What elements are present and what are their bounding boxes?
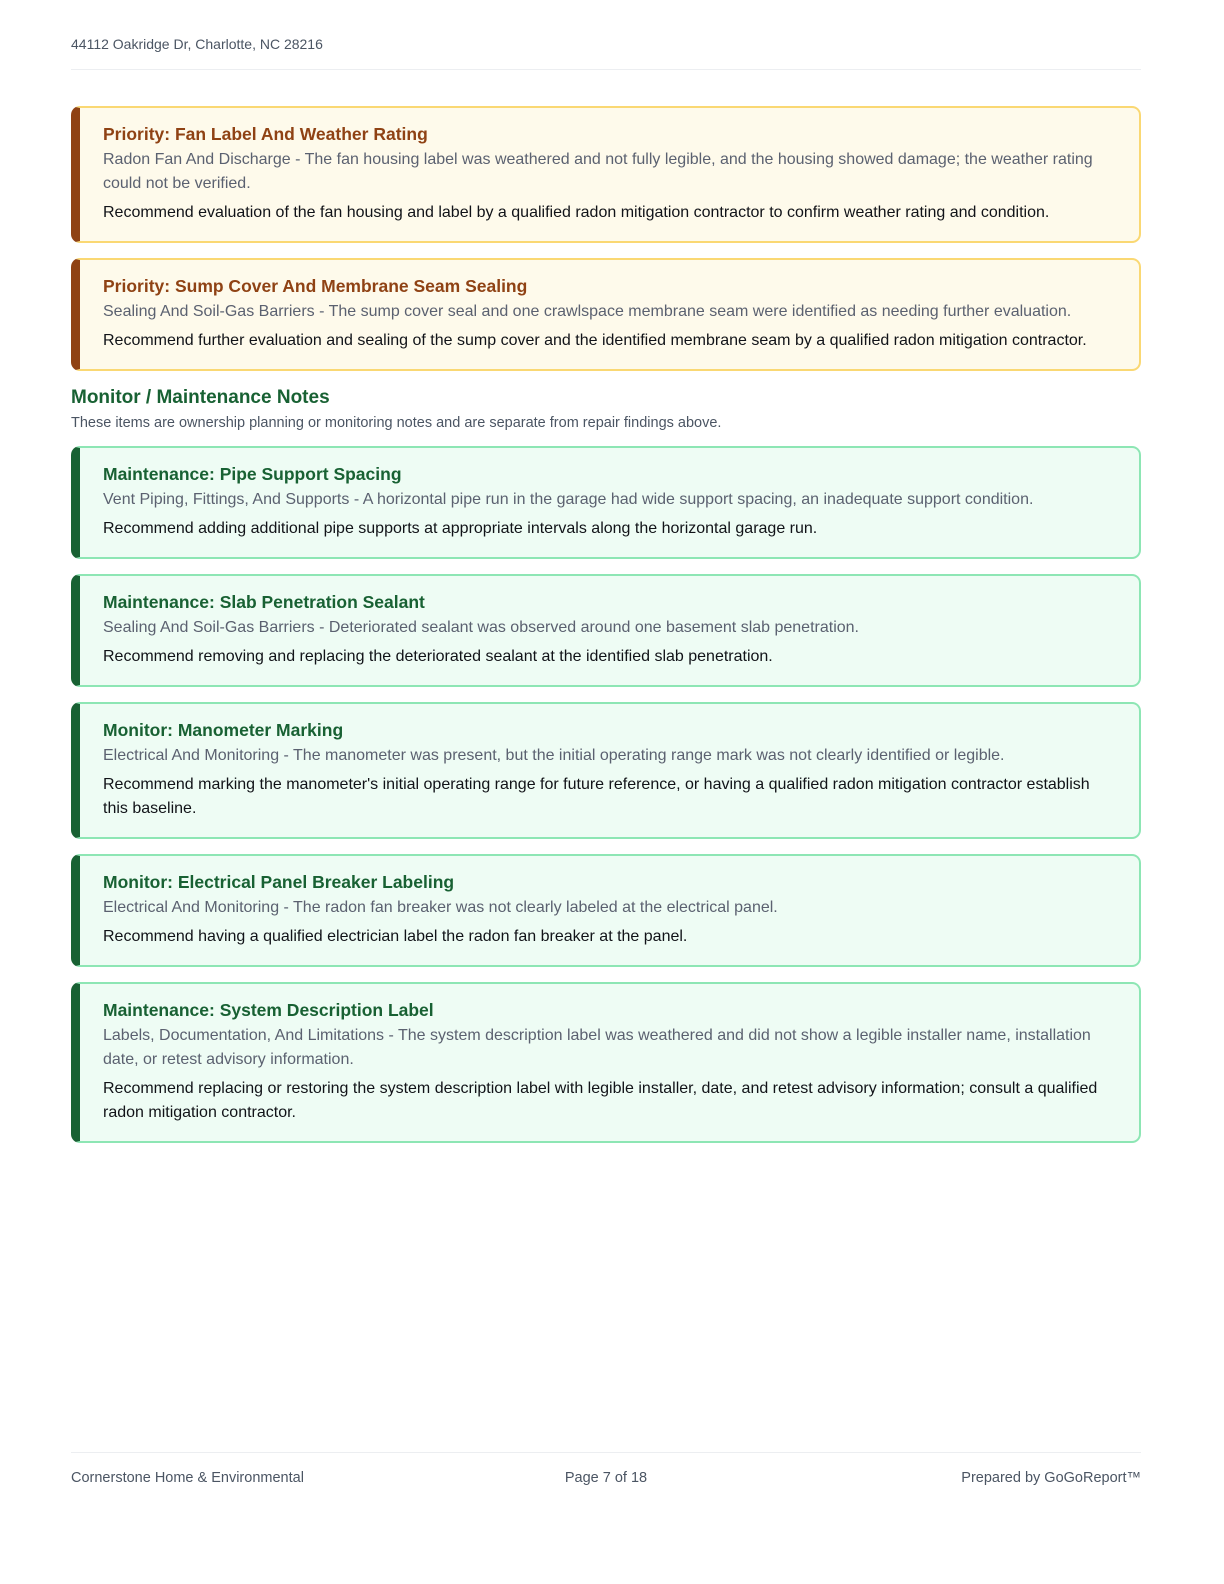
note-description: Electrical And Monitoring - The radon fan breaker was not clearly labeled at the electrical panel. xyxy=(103,899,778,916)
finding-description: Radon Fan And Discharge - The fan housing label was weathered and not fully legible, and the housing showed damage; the weather rating could not be verified. xyxy=(103,151,1093,192)
note-recommendation: Recommend removing and replacing the deteriorated sealant at the identified slab penetration. xyxy=(103,648,773,665)
note-recommendation: Recommend having a qualified electrician label the radon fan breaker at the panel. xyxy=(103,928,688,945)
finding-description: Sealing And Soil-Gas Barriers - The sump cover seal and one crawlspace membrane seam were identified as needing further evaluation. xyxy=(103,303,1072,320)
note-description: Sealing And Soil-Gas Barriers - Deteriorated sealant was observed around one basement slab penetration. xyxy=(103,619,859,636)
maintenance-note-card xyxy=(71,982,1141,1143)
maintenance-note-card xyxy=(71,854,1141,967)
note-title: Maintenance: Pipe Support Spacing xyxy=(103,464,402,484)
maintenance-note-card xyxy=(71,446,1141,559)
note-title: Monitor: Electrical Panel Breaker Labeling xyxy=(103,872,455,892)
finding-recommendation: Recommend further evaluation and sealing of the sump cover and the identified membrane seam by a qualified radon mitigation contractor. xyxy=(103,332,1087,349)
page-footer xyxy=(71,1452,1141,1486)
note-recommendation: Recommend replacing or restoring the system description label with legible installer, date, and retest advisory information; consult a qualified radon mitigation contractor. xyxy=(103,1080,1098,1121)
note-title: Monitor: Manometer Marking xyxy=(103,720,344,740)
maintenance-note-card xyxy=(71,702,1141,839)
note-title: Maintenance: System Description Label xyxy=(103,1000,434,1020)
finding-title: Priority: Sump Cover And Membrane Seam Sealing xyxy=(103,276,528,296)
note-recommendation: Recommend marking the manometer's initial operating range for future reference, or having a qualified radon mitigation contractor establish this baseline. xyxy=(103,776,1090,817)
note-description: Vent Piping, Fittings, And Supports - A horizontal pipe run in the garage had wide support spacing, an inadequate support condition. xyxy=(103,491,1034,508)
note-recommendation: Recommend adding additional pipe supports at appropriate intervals along the horizontal garage run. xyxy=(103,520,818,537)
report-content xyxy=(71,106,1141,1158)
page-header xyxy=(71,36,1141,70)
finding-title: Priority: Fan Label And Weather Rating xyxy=(103,124,428,144)
page-number: Page 7 of 18 xyxy=(564,1470,648,1486)
footer-company: Cornerstone Home & Environmental xyxy=(71,1470,304,1486)
note-title: Maintenance: Slab Penetration Sealant xyxy=(103,592,425,612)
note-description: Labels, Documentation, And Limitations - The system description label was weathered and did not show a legible installer name, installation date, or retest advisory information. xyxy=(103,1027,1091,1068)
section-subtitle: These items are ownership planning or monitoring notes and are separate from repair findings above. xyxy=(71,415,722,431)
note-description: Electrical And Monitoring - The manometer was present, but the initial operating range mark was not clearly identified or legible. xyxy=(103,747,1005,764)
footer-prepared-by: Prepared by GoGoReport™ xyxy=(961,1470,1142,1486)
priority-finding-card xyxy=(71,106,1141,243)
maintenance-note-card xyxy=(71,574,1141,687)
finding-recommendation: Recommend evaluation of the fan housing and label by a qualified radon mitigation contractor to confirm weather rating and condition. xyxy=(103,204,1050,221)
property-address: 44112 Oakridge Dr, Charlotte, NC 28216 xyxy=(71,36,323,52)
section-title: Monitor / Maintenance Notes xyxy=(71,387,330,408)
priority-finding-card xyxy=(71,258,1141,371)
